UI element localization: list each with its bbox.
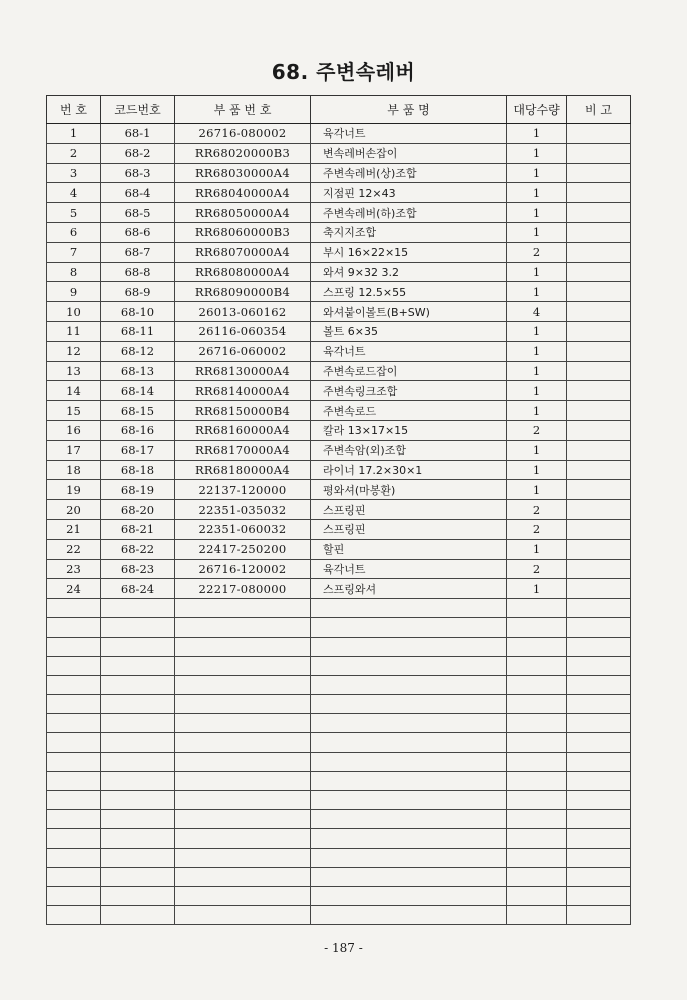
cell-name: 스프링핀 [311,519,507,539]
empty-cell [175,791,311,810]
empty-cell [507,637,567,656]
empty-cell [175,733,311,752]
empty-cell [507,771,567,790]
cell-note [567,480,631,500]
cell-name: 스프링 12.5×55 [311,282,507,302]
cell-name: 칼라 13×17×15 [311,420,507,440]
empty-cell [567,867,631,886]
empty-cell [101,599,175,618]
header-part-no: 부 품 번 호 [175,96,311,124]
empty-row [47,848,631,867]
empty-cell [101,848,175,867]
empty-cell [175,752,311,771]
empty-cell [175,656,311,675]
empty-cell [311,906,507,925]
cell-part-no: RR68160000A4 [175,420,311,440]
cell-part-no: RR68090000B4 [175,282,311,302]
empty-cell [175,867,311,886]
empty-cell [175,695,311,714]
cell-code: 68-24 [101,579,175,599]
cell-no: 23 [47,559,101,579]
empty-row [47,733,631,752]
cell-part-no: 26716-080002 [175,124,311,144]
cell-code: 68-7 [101,242,175,262]
empty-cell [567,829,631,848]
empty-cell [101,656,175,675]
empty-cell [507,599,567,618]
empty-row [47,829,631,848]
cell-note [567,341,631,361]
table-row [47,420,631,440]
empty-cell [311,733,507,752]
empty-cell [311,618,507,637]
empty-cell [311,637,507,656]
empty-cell [507,752,567,771]
table-row [47,519,631,539]
cell-code: 68-14 [101,381,175,401]
cell-name: 스프링핀 [311,500,507,520]
cell-no: 10 [47,302,101,322]
empty-cell [567,810,631,829]
cell-no: 21 [47,519,101,539]
empty-row [47,599,631,618]
cell-code: 68-8 [101,262,175,282]
table-row [47,381,631,401]
header-qty: 대당수량 [507,96,567,124]
cell-name: 와셔 9×32 3.2 [311,262,507,282]
cell-note [567,203,631,223]
cell-note [567,282,631,302]
cell-part-no: RR68070000A4 [175,242,311,262]
empty-cell [47,618,101,637]
cell-note [567,401,631,421]
empty-row [47,695,631,714]
cell-no: 9 [47,282,101,302]
cell-qty: 1 [507,203,567,223]
empty-cell [47,714,101,733]
cell-name: 볼트 6×35 [311,321,507,341]
page-number: - 187 - [324,941,363,955]
cell-code: 68-12 [101,341,175,361]
empty-cell [101,771,175,790]
cell-part-no: RR68170000A4 [175,440,311,460]
cell-code: 68-21 [101,519,175,539]
empty-cell [47,733,101,752]
cell-qty: 1 [507,282,567,302]
table-row [47,321,631,341]
table-row [47,500,631,520]
empty-cell [47,675,101,694]
empty-row [47,810,631,829]
empty-cell [47,829,101,848]
empty-row [47,886,631,905]
cell-code: 68-2 [101,143,175,163]
empty-row [47,618,631,637]
cell-note [567,519,631,539]
table-row [47,559,631,579]
table-row [47,302,631,322]
cell-name: 할핀 [311,539,507,559]
empty-row [47,906,631,925]
table-row [47,440,631,460]
cell-name: 주변속로드잡이 [311,361,507,381]
cell-name: 축지지조합 [311,222,507,242]
empty-cell [101,675,175,694]
cell-part-no: RR68140000A4 [175,381,311,401]
cell-note [567,559,631,579]
cell-part-no: 22351-035032 [175,500,311,520]
parts-table-body [47,124,631,925]
cell-qty: 1 [507,222,567,242]
cell-qty: 2 [507,519,567,539]
empty-cell [507,714,567,733]
cell-no: 12 [47,341,101,361]
empty-cell [47,695,101,714]
cell-code: 68-6 [101,222,175,242]
cell-qty: 1 [507,460,567,480]
empty-row [47,637,631,656]
empty-cell [507,695,567,714]
empty-cell [311,599,507,618]
table-row [47,183,631,203]
cell-name: 와셔붙이볼트(B+SW) [311,302,507,322]
empty-cell [47,906,101,925]
cell-qty: 1 [507,262,567,282]
cell-name: 평와셔(마봉환) [311,480,507,500]
empty-cell [175,637,311,656]
cell-part-no: 26013-060162 [175,302,311,322]
empty-cell [567,618,631,637]
cell-part-no: 22417-250200 [175,539,311,559]
cell-note [567,163,631,183]
cell-qty: 4 [507,302,567,322]
table-row [47,262,631,282]
cell-part-no: RR68180000A4 [175,460,311,480]
empty-cell [175,829,311,848]
empty-cell [175,810,311,829]
cell-note [567,262,631,282]
cell-name: 지점핀 12×43 [311,183,507,203]
cell-no: 19 [47,480,101,500]
empty-cell [311,848,507,867]
cell-name: 육각너트 [311,559,507,579]
cell-qty: 1 [507,143,567,163]
empty-cell [507,656,567,675]
empty-cell [311,886,507,905]
cell-no: 11 [47,321,101,341]
empty-cell [311,714,507,733]
cell-note [567,460,631,480]
empty-row [47,752,631,771]
empty-cell [175,771,311,790]
empty-cell [507,618,567,637]
cell-note [567,361,631,381]
cell-name: 변속레버손잡이 [311,143,507,163]
empty-cell [47,791,101,810]
cell-no: 17 [47,440,101,460]
cell-part-no: RR68020000B3 [175,143,311,163]
empty-cell [507,886,567,905]
cell-code: 68-11 [101,321,175,341]
table-row [47,203,631,223]
empty-cell [567,599,631,618]
cell-qty: 2 [507,559,567,579]
cell-code: 68-22 [101,539,175,559]
header-name: 부 품 명 [311,96,507,124]
cell-code: 68-5 [101,203,175,223]
empty-cell [101,695,175,714]
cell-qty: 2 [507,242,567,262]
cell-no: 5 [47,203,101,223]
empty-cell [101,637,175,656]
cell-name: 육각너트 [311,124,507,144]
cell-name: 부시 16×22×15 [311,242,507,262]
cell-no: 3 [47,163,101,183]
empty-cell [507,733,567,752]
cell-qty: 1 [507,381,567,401]
cell-name: 스프링와셔 [311,579,507,599]
empty-cell [567,886,631,905]
empty-cell [567,906,631,925]
table-row [47,460,631,480]
empty-cell [507,791,567,810]
cell-part-no: RR68060000B3 [175,222,311,242]
empty-cell [567,848,631,867]
cell-name: 라이너 17.2×30×1 [311,460,507,480]
parts-table-header [47,96,631,124]
empty-cell [507,906,567,925]
parts-table [46,95,631,925]
table-row [47,480,631,500]
empty-cell [311,810,507,829]
cell-name: 주변속암(외)조합 [311,440,507,460]
empty-cell [101,867,175,886]
cell-qty: 1 [507,401,567,421]
cell-note [567,321,631,341]
empty-cell [101,791,175,810]
empty-cell [567,733,631,752]
header-row [47,96,631,124]
cell-code: 68-16 [101,420,175,440]
empty-cell [101,886,175,905]
cell-note [567,579,631,599]
empty-cell [175,714,311,733]
cell-no: 24 [47,579,101,599]
empty-cell [47,599,101,618]
empty-row [47,714,631,733]
cell-code: 68-23 [101,559,175,579]
cell-name: 주변속링크조합 [311,381,507,401]
empty-cell [101,714,175,733]
cell-no: 14 [47,381,101,401]
table-row [47,579,631,599]
cell-code: 68-20 [101,500,175,520]
cell-qty: 1 [507,579,567,599]
cell-no: 6 [47,222,101,242]
cell-note [567,143,631,163]
empty-row [47,675,631,694]
cell-code: 68-19 [101,480,175,500]
table-row [47,282,631,302]
cell-part-no: RR68030000A4 [175,163,311,183]
empty-cell [567,637,631,656]
cell-qty: 1 [507,183,567,203]
cell-qty: 2 [507,500,567,520]
cell-qty: 1 [507,163,567,183]
table-row [47,539,631,559]
empty-cell [47,867,101,886]
table-row [47,242,631,262]
cell-part-no: 22217-080000 [175,579,311,599]
table-row [47,341,631,361]
cell-qty: 1 [507,341,567,361]
cell-note [567,500,631,520]
page-title: 68. 주변속레버 [271,60,416,84]
cell-note [567,124,631,144]
cell-no: 7 [47,242,101,262]
cell-part-no: RR68080000A4 [175,262,311,282]
cell-part-no: 22351-060032 [175,519,311,539]
cell-qty: 1 [507,321,567,341]
empty-cell [311,675,507,694]
empty-cell [311,771,507,790]
empty-cell [175,848,311,867]
table-row [47,222,631,242]
cell-code: 68-10 [101,302,175,322]
cell-no: 1 [47,124,101,144]
cell-qty: 1 [507,361,567,381]
table-row [47,163,631,183]
cell-qty: 2 [507,420,567,440]
empty-cell [567,675,631,694]
empty-cell [101,810,175,829]
table-row [47,401,631,421]
cell-code: 68-17 [101,440,175,460]
cell-no: 16 [47,420,101,440]
cell-part-no: 26716-120002 [175,559,311,579]
empty-cell [101,752,175,771]
cell-note [567,420,631,440]
empty-cell [507,848,567,867]
cell-note [567,242,631,262]
cell-code: 68-15 [101,401,175,421]
cell-code: 68-13 [101,361,175,381]
empty-cell [175,599,311,618]
cell-no: 8 [47,262,101,282]
empty-cell [47,656,101,675]
cell-note [567,440,631,460]
empty-cell [311,656,507,675]
cell-name: 주변속로드 [311,401,507,421]
table-row [47,143,631,163]
cell-no: 2 [47,143,101,163]
cell-code: 68-4 [101,183,175,203]
cell-part-no: 26716-060002 [175,341,311,361]
cell-no: 4 [47,183,101,203]
cell-code: 68-9 [101,282,175,302]
header-no: 번 호 [47,96,101,124]
empty-cell [47,637,101,656]
empty-cell [507,829,567,848]
empty-cell [507,867,567,886]
cell-code: 68-1 [101,124,175,144]
empty-cell [47,848,101,867]
empty-cell [175,906,311,925]
cell-qty: 1 [507,539,567,559]
empty-row [47,867,631,886]
cell-note [567,222,631,242]
empty-cell [507,810,567,829]
cell-note [567,302,631,322]
cell-part-no: RR68050000A4 [175,203,311,223]
empty-cell [567,771,631,790]
cell-code: 68-18 [101,460,175,480]
header-code: 코드번호 [101,96,175,124]
cell-part-no: RR68040000A4 [175,183,311,203]
cell-note [567,183,631,203]
empty-cell [567,791,631,810]
cell-no: 22 [47,539,101,559]
cell-no: 18 [47,460,101,480]
cell-name: 주변속레버(상)조합 [311,163,507,183]
empty-cell [47,810,101,829]
empty-cell [101,906,175,925]
empty-cell [311,695,507,714]
cell-part-no: RR68130000A4 [175,361,311,381]
empty-cell [567,656,631,675]
cell-no: 15 [47,401,101,421]
empty-cell [567,695,631,714]
cell-qty: 1 [507,480,567,500]
cell-part-no: RR68150000B4 [175,401,311,421]
cell-no: 13 [47,361,101,381]
empty-cell [311,791,507,810]
cell-code: 68-3 [101,163,175,183]
empty-cell [101,733,175,752]
empty-cell [311,867,507,886]
empty-cell [47,886,101,905]
empty-cell [47,771,101,790]
cell-qty: 1 [507,124,567,144]
empty-cell [507,675,567,694]
empty-cell [311,829,507,848]
table-row [47,361,631,381]
cell-part-no: 22137-120000 [175,480,311,500]
cell-no: 20 [47,500,101,520]
empty-cell [175,675,311,694]
cell-name: 주변속레버(하)조합 [311,203,507,223]
empty-cell [311,752,507,771]
cell-note [567,539,631,559]
cell-name: 육각너트 [311,341,507,361]
cell-part-no: 26116-060354 [175,321,311,341]
table-row [47,124,631,144]
empty-row [47,791,631,810]
cell-note [567,381,631,401]
cell-qty: 1 [507,440,567,460]
empty-cell [101,618,175,637]
empty-cell [567,714,631,733]
empty-cell [47,752,101,771]
empty-cell [175,618,311,637]
empty-cell [567,752,631,771]
empty-row [47,771,631,790]
empty-row [47,656,631,675]
empty-cell [175,886,311,905]
empty-cell [101,829,175,848]
header-note: 비 고 [567,96,631,124]
